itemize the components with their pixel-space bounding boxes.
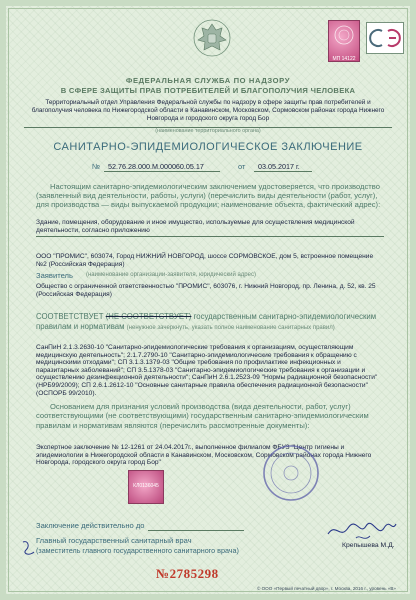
expert-text: Экспертное заключение № 12-1261 от 24.04.2017г., выполненное филиалом ФБУЗ "Центр гигиены и эпидемиологии в Нижегородской области в Канавинском, Московском, Сормовском районах города Нижнего Новгорода, городского округа город Бор" (36, 444, 372, 467)
signature-icon (326, 516, 398, 544)
document-date: 03.05.2017 г. (258, 162, 300, 171)
conformity-hint-1: (ненужное зачеркнуть, (126, 324, 190, 331)
date-prefix: от (238, 162, 246, 171)
se-logo-icon (366, 22, 404, 54)
document-number: 52.76.28.000.М.000060.05.17 (108, 162, 204, 171)
applicant-label: Заявитель (36, 271, 73, 280)
intro-text: Настоящим санитарно-эпидемиологическим заключением удостоверяется, что производство (заявленный вид деятельности, работы, услуги) (перечислить виды деятельности (работ, услуг), для производства — виды выпускаемой продукции; наименование объекта, фактический адрес): (36, 182, 381, 209)
handwritten-initials-icon (20, 536, 38, 560)
territorial-hint: (наименование территориального органа) (155, 128, 261, 134)
hologram-code: КЛ0136045 (133, 483, 159, 489)
applicant-hint: (наименование организации-заявителя, юридический адрес) (86, 272, 256, 278)
conforms-word: СООТВЕТСТВУЕТ (36, 312, 104, 321)
validity-underline (148, 530, 244, 531)
conformity-rules: государственным санитарно-эпидемиологическим правилам и нормативам (36, 312, 377, 331)
stamp-code: МП 14122 (332, 56, 356, 62)
signer-role-2: (заместитель главного государственного санитарного врача) (36, 546, 239, 555)
date-underline (254, 171, 312, 172)
number-prefix: № (92, 162, 101, 171)
hologram-sticker-small (128, 470, 164, 504)
document-title: САНИТАРНО-ЭПИДЕМИОЛОГИЧЕСКОЕ ЗАКЛЮЧЕНИЕ (53, 141, 363, 153)
conformity-hint-2: указать полное наименование санитарных правил) (191, 324, 335, 331)
number-underline (104, 171, 220, 172)
basis-text: Основанием для признания условий производства (вида деятельности, работ, услуг) соответствующими (не соответствующими) государственным санитарно-эпидемиологическим правилам и нормативам являются (перечислить рассмотренные документы): (36, 402, 369, 430)
conformity-statement (36, 312, 386, 332)
round-seal-icon (262, 444, 320, 502)
territorial-body: Территориальный отдел Управления Федеральной службы по надзору в сфере защиты прав потребителей и благополучия человека по Нижегородской области в Канавинском, Московском, Сормовском районах города Нижнего Новгорода и городского округа город Бор (31, 99, 385, 122)
printer-footer: © ООО «Первый печатный двор», г. Москва, 2016 г., уровень «В» (256, 586, 396, 591)
serial-number: №2785298 (156, 566, 219, 581)
divider (36, 236, 384, 237)
not-conforms-word: (НЕ СООТВЕТСТВУЕТ) (105, 312, 192, 321)
validity-label: Заключение действительно до (36, 521, 145, 530)
signer-role-1: Главный государственный санитарный врач (36, 536, 192, 545)
hologram-sticker (328, 20, 360, 62)
agency-line-2: В СФЕРЕ ЗАЩИТЫ ПРАВ ПОТРЕБИТЕЛЕЙ И БЛАГОПОЛУЧИЯ ЧЕЛОВЕКА (60, 86, 356, 95)
rules-text: СанПиН 2.1.3.2630-10 "Санитарно-эпидемиологические требования к организациям, осуществляющим медицинскую деятельность"; 2.1.7.2790-10 "Санитарно-эпидемиологические требования к обращению с медицинскими отходами"; СП 3.1.3.1379-03 "Общие требования по профилактике инфекционных и паразитарных заболеваний"; СП 3.5.1378-03 "Санитарно-эпидемиологические требования к организации и осуществлению дезинфекционной деятельности"; СанПиН 2.6.1.2523-09 "Нормы радиационной безопасности" (НРБ99/2009); СП 2.6.1.2612-10 "Основные санитарные правила обеспечения радиационной безопасности" (ОСПОРБ 99/2010). (36, 344, 378, 397)
applicant-text: Общество с ограниченной ответственностью "ПРОМИС", 603076, г. Нижний Новгород, пр. Ленина, д. 52, кв. 25 (Российская Федерация) (36, 283, 376, 298)
coat-of-arms-icon (192, 18, 232, 58)
object-address: ООО "ПРОМИС", 603074, Город НИЖНИЙ НОВГОРОД, шоссе СОРМОВСКОЕ, дом 5, встроенное помещение №2 (Российская Федерация) (36, 253, 374, 268)
signer-name: Крепышева М.Д. (342, 542, 395, 549)
hologram-emblem-icon (329, 21, 359, 51)
object-text: Здание, помещения, оборудование и иное имущество, используемые для осуществления медицинской деятельности, согласно приложению (36, 219, 355, 234)
agency-line-1: ФЕДЕРАЛЬНАЯ СЛУЖБА ПО НАДЗОРУ (125, 76, 291, 85)
